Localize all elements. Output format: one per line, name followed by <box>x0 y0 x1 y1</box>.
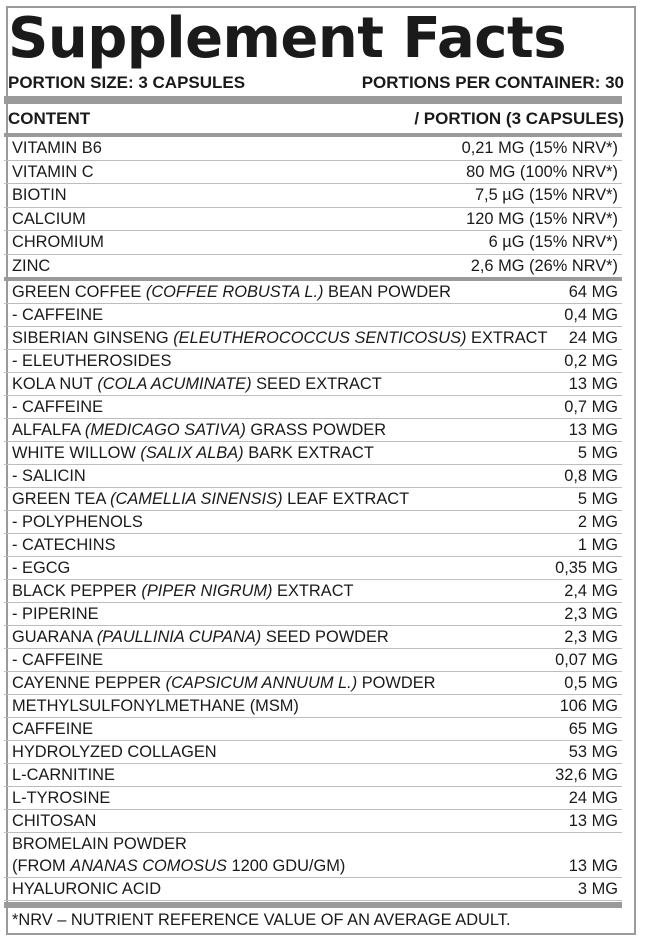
table-row <box>4 580 622 603</box>
ingredient-name <box>12 855 345 877</box>
ingredient-name-suffix: LEAF EXTRACT <box>282 490 410 508</box>
ingredient-amount: 1 MG <box>577 536 618 554</box>
ingredient-amount: 0,35 MG <box>555 559 618 577</box>
ingredient-name-suffix: 1200 GDU/GM) <box>226 857 346 875</box>
nutrient-amount: 0,21 MG (15% NRV*) <box>461 139 618 157</box>
ingredient-name <box>12 741 217 763</box>
ingredient-name-text: KOLA NUT <box>12 375 98 393</box>
nutrient-name: ZINC <box>12 256 51 275</box>
portion-size: PORTION SIZE: 3 CAPSULES <box>8 73 246 92</box>
ingredient-amount: 65 MG <box>568 720 618 738</box>
table-row <box>4 810 622 833</box>
table-row <box>4 161 622 185</box>
ingredient-latin-name: ANANAS COMOSUS <box>70 857 227 875</box>
ingredient-name-suffix: BEAN POWDER <box>323 283 451 301</box>
table-row <box>4 255 622 278</box>
table-row <box>4 465 622 488</box>
table-row <box>4 741 622 764</box>
ingredient-name-text: - POLYPHENOLS <box>12 513 143 531</box>
ingredient-name <box>12 511 143 533</box>
ingredient-amount: 13 MG <box>568 421 618 439</box>
table-row <box>4 350 622 373</box>
ingredient-name-text: CAYENNE PEPPER <box>12 674 166 692</box>
ingredient-amount: 53 MG <box>568 743 618 761</box>
table-row <box>4 419 622 442</box>
footnote: *NRV – NUTRIENT REFERENCE VALUE OF AN AVERAGE ADULT. <box>12 911 511 929</box>
table-row <box>4 373 622 396</box>
ingredient-name <box>12 603 99 625</box>
footer-divider <box>4 902 622 908</box>
table-row <box>4 626 622 649</box>
ingredient-amount: 64 MG <box>568 283 618 301</box>
table-row <box>4 327 622 350</box>
ingredient-name-text: HYALURONIC ACID <box>12 880 162 898</box>
ingredient-name-text: SIBERIAN GINSENG <box>12 329 174 347</box>
ingredient-amount: 13 MG <box>568 812 618 830</box>
table-row <box>4 231 622 255</box>
ingredients-group <box>4 281 622 901</box>
table-row <box>4 855 622 878</box>
ingredient-name-text: (FROM <box>12 857 71 875</box>
ingredient-name <box>12 626 389 648</box>
header-per-portion: / PORTION (3 CAPSULES) <box>414 109 624 128</box>
ingredient-name <box>12 695 299 717</box>
table-row <box>4 137 622 161</box>
ingredient-name <box>12 281 451 303</box>
ingredient-name <box>12 718 93 740</box>
ingredient-name-text: METHYLSULFONYLMETHANE (MSM) <box>12 697 299 715</box>
ingredient-latin-name: (PIPER NIGRUM) <box>141 582 273 600</box>
table-row <box>4 184 622 208</box>
ingredient-name-suffix: EXTRACT <box>466 329 548 347</box>
ingredient-name-text: GREEN COFFEE <box>12 283 146 301</box>
ingredient-name-suffix: SEED POWDER <box>261 628 389 646</box>
ingredient-name <box>12 534 116 556</box>
portions-per-container: PORTIONS PER CONTAINER: 30 <box>361 73 624 92</box>
ingredient-name-suffix: POWDER <box>357 674 436 692</box>
ingredient-name <box>12 833 187 855</box>
ingredient-name <box>12 878 161 900</box>
table-row <box>4 557 622 580</box>
ingredient-name <box>12 442 374 464</box>
ingredient-name-text: GREEN TEA <box>12 490 111 508</box>
ingredient-name <box>12 350 171 372</box>
ingredient-name-suffix: EXTRACT <box>272 582 354 600</box>
ingredient-name-text: ALFALFA <box>12 421 85 439</box>
nutrient-amount: 6 µG (15% NRV*) <box>488 233 618 251</box>
table-row <box>4 672 622 695</box>
table-row <box>4 396 622 419</box>
ingredient-latin-name: (COLA ACUMINATE) <box>97 375 252 393</box>
page-title: Supplement Facts <box>8 6 567 71</box>
ingredient-name-text: - ELEUTHEROSIDES <box>12 352 172 370</box>
ingredient-amount: 0,5 MG <box>564 674 618 692</box>
ingredient-name-text: CHITOSAN <box>12 812 97 830</box>
ingredient-name <box>12 327 548 349</box>
ingredient-name <box>12 419 386 441</box>
ingredient-latin-name: (PAULLINIA CUPANA) <box>96 628 262 646</box>
nutrient-name: CHROMIUM <box>12 233 104 251</box>
ingredient-amount: 2,3 MG <box>564 628 618 646</box>
nutrient-name: VITAMIN C <box>12 162 94 181</box>
ingredient-name-suffix: SEED EXTRACT <box>251 375 382 393</box>
ingredient-amount: 24 MG <box>568 789 618 807</box>
ingredient-amount: 106 MG <box>559 697 618 715</box>
ingredient-amount: 0,8 MG <box>564 467 618 485</box>
ingredient-name <box>12 465 86 487</box>
ingredient-amount: 5 MG <box>577 490 618 508</box>
ingredients-table <box>4 137 622 901</box>
table-row <box>4 442 622 465</box>
table-row <box>4 534 622 557</box>
ingredient-name <box>12 764 115 786</box>
ingredient-name-text: GUARANA <box>12 628 97 646</box>
ingredient-name <box>12 396 103 418</box>
ingredient-name-text: - CAFFEINE <box>12 398 104 416</box>
ingredient-amount: 0,7 MG <box>564 398 618 416</box>
ingredient-name-text: - CAFFEINE <box>12 306 104 324</box>
ingredient-amount: 24 MG <box>568 329 618 347</box>
ingredient-name-suffix: GRASS POWDER <box>245 421 387 439</box>
table-row <box>4 208 622 232</box>
ingredient-amount: 32,6 MG <box>555 766 618 784</box>
nutrient-amount: 80 MG (100% NRV*) <box>466 162 618 181</box>
table-row <box>4 833 622 855</box>
ingredient-name <box>12 810 96 832</box>
ingredient-latin-name: (CAMELLIA SINENSIS) <box>110 490 283 508</box>
ingredient-name-text: - CAFFEINE <box>12 651 104 669</box>
table-row <box>4 718 622 741</box>
ingredient-name-text: - SALICIN <box>12 467 86 485</box>
ingredient-name-text: BLACK PEPPER <box>12 582 142 600</box>
ingredient-name <box>12 649 103 671</box>
ingredient-latin-name: (CAPSICUM ANNUUM L.) <box>165 674 358 692</box>
ingredient-latin-name: (ELEUTHEROCOCCUS SENTICOSUS) <box>173 329 467 347</box>
ingredient-amount: 0,07 MG <box>555 651 618 669</box>
portion-info <box>8 70 624 96</box>
nutrient-name: VITAMIN B6 <box>12 139 102 157</box>
ingredient-name-text: BROMELAIN POWDER <box>12 835 187 853</box>
ingredient-name-text: L-TYROSINE <box>12 789 111 807</box>
vitamins-group <box>4 137 622 277</box>
ingredient-name <box>12 787 110 809</box>
nutrient-name: CALCIUM <box>12 209 86 228</box>
ingredient-amount: 13 MG <box>568 375 618 393</box>
ingredient-name <box>12 373 382 395</box>
nutrient-amount: 2,6 MG (26% NRV*) <box>470 256 618 275</box>
ingredient-name-text: - PIPERINE <box>12 605 99 623</box>
ingredient-name-text: WHITE WILLOW <box>12 444 141 462</box>
table-row <box>4 649 622 672</box>
nutrient-amount: 7,5 µG (15% NRV*) <box>474 186 618 204</box>
ingredient-amount: 5 MG <box>577 444 618 462</box>
ingredient-name-text: L-CARNITINE <box>12 766 115 784</box>
nutrient-amount: 120 MG (15% NRV*) <box>466 209 618 228</box>
table-row <box>4 603 622 626</box>
table-row <box>4 878 622 901</box>
ingredient-name <box>12 580 354 602</box>
ingredient-amount: 3 MG <box>577 880 618 898</box>
header-content: CONTENT <box>8 109 91 128</box>
ingredient-name <box>12 304 103 326</box>
ingredient-latin-name: (MEDICAGO SATIVA) <box>84 421 246 439</box>
ingredient-name-text: - CATECHINS <box>12 536 116 554</box>
table-row <box>4 695 622 718</box>
ingredient-amount: 0,4 MG <box>564 306 618 324</box>
ingredient-amount: 2,4 MG <box>564 582 618 600</box>
ingredient-name-text: HYDROLYZED COLLAGEN <box>12 743 217 761</box>
ingredient-name-text: - EGCG <box>12 559 71 577</box>
ingredient-latin-name: (COFFEE ROBUSTA L.) <box>145 283 324 301</box>
table-row <box>4 511 622 534</box>
ingredient-amount: 2 MG <box>577 513 618 531</box>
table-header <box>8 106 624 132</box>
ingredient-name-text: CAFFEINE <box>12 720 94 738</box>
table-row <box>4 764 622 787</box>
table-row <box>4 787 622 810</box>
table-row <box>4 281 622 304</box>
ingredient-amount: 13 MG <box>568 857 618 875</box>
ingredient-name <box>12 557 70 579</box>
ingredient-latin-name: (SALIX ALBA) <box>140 444 244 462</box>
table-row <box>4 304 622 327</box>
table-row <box>4 488 622 511</box>
ingredient-name-suffix: BARK EXTRACT <box>243 444 374 462</box>
ingredient-amount: 0,2 MG <box>564 352 618 370</box>
ingredient-name <box>12 488 409 510</box>
ingredient-amount: 2,3 MG <box>564 605 618 623</box>
nutrient-name: BIOTIN <box>12 186 67 204</box>
thick-divider <box>4 96 622 104</box>
ingredient-name <box>12 672 436 694</box>
